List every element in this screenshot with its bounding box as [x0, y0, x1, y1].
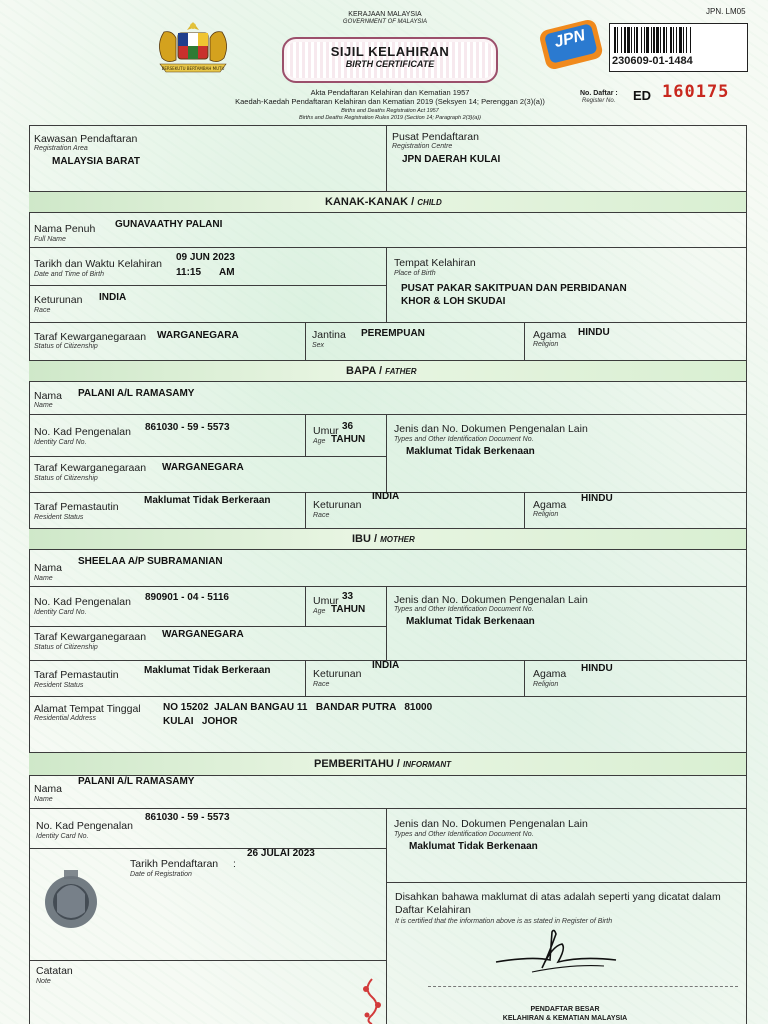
mother-ic-label: No. Kad Pengenalan: [34, 596, 131, 608]
barcode-bar: [627, 27, 630, 53]
barcode-icon: [614, 27, 742, 53]
child-name-sub: Full Name: [34, 236, 66, 243]
registration-centre-label: Pusat Pendaftaran: [392, 131, 479, 143]
father-citizenship-value: WARGANEGARA: [162, 462, 244, 473]
mother-race-sub: Race: [313, 681, 330, 688]
father-name-label: Nama: [34, 390, 63, 402]
child-religion-value: HINDU: [578, 327, 610, 338]
child-dob-label: Tarikh dan Waktu Kelahiran: [34, 258, 163, 270]
child-citizenship-value: WARGANEGARA: [157, 330, 239, 341]
mother-name-value: SHEELAA A/P SUBRAMANIAN: [78, 556, 223, 567]
barcode-bar: [683, 27, 684, 53]
child-pob-label: Tempat Kelahiran: [394, 257, 476, 269]
barcode-bar: [670, 27, 672, 53]
mother-religion-label: Agama: [533, 668, 567, 680]
mother-age-unit: TAHUN: [331, 604, 366, 615]
certification-line-2: Daftar Kelahiran: [395, 904, 471, 916]
mother-resident-sub: Resident Status: [34, 682, 84, 689]
registration-area-value: MALAYSIA BARAT: [52, 156, 140, 167]
child-sex-value: PEREMPUAN: [361, 328, 425, 339]
child-sex-label: Jantina: [312, 329, 346, 341]
father-religion-label: Agama: [533, 499, 567, 511]
registration-stamp-icon: [42, 866, 100, 930]
registrar-signature-icon: [492, 926, 622, 984]
barcode-bar: [666, 27, 667, 53]
father-ic-label: No. Kad Pengenalan: [34, 426, 131, 438]
child-pob-line1: PUSAT PAKAR SAKITPUAN DAN PERBIDANAN: [401, 283, 627, 294]
barcode-bar: [624, 27, 626, 53]
mother-race-label: Keturunan: [313, 668, 362, 680]
mother-age-label: Umur: [313, 595, 339, 607]
father-citizenship-sub: Status of Citizenship: [34, 475, 98, 482]
mother-doc-sub: Types and Other Identification Document No.: [394, 606, 534, 613]
act-line-4: Births and Deaths Registration Rules 2019 (Section 14; Paragraph 2(3)(a)): [299, 115, 481, 121]
father-doc-value: Maklumat Tidak Berkenaan: [406, 446, 535, 457]
act-line-2: Kaedah-Kaedah Pendaftaran Kelahiran dan Kematian 2019 (Seksyen 14; Perenggan 2(3)(a)): [235, 97, 545, 106]
father-resident-value: Maklumat Tidak Berkeraan: [144, 495, 271, 506]
register-number: 160175: [662, 82, 730, 102]
father-age-label: Umur: [313, 425, 339, 437]
barcode-box: [609, 23, 748, 72]
mother-resident-label: Taraf Pemastautin: [34, 669, 119, 681]
child-pob-sub: Place of Birth: [394, 270, 436, 277]
barcode-bar: [614, 27, 616, 53]
mother-name-sub: Name: [34, 575, 53, 582]
informant-doc-value: Maklumat Tidak Berkenaan: [409, 841, 538, 850]
mother-religion-sub: Religion: [533, 681, 559, 688]
father-ic-sub: Identity Card No.: [34, 439, 87, 446]
father-age-value: 36: [342, 421, 354, 432]
mother-address-sub: Residential Address: [34, 715, 96, 722]
government-label-ms: KERAJAAN MALAYSIA: [348, 11, 422, 18]
registration-date-value: 26 JULAI 2023: [247, 848, 315, 859]
child-citizenship-sub: Status of Citizenship: [34, 343, 98, 350]
child-dob-ampm: AM: [219, 267, 235, 278]
barcode-bar: [663, 27, 665, 53]
register-no-label-ms: No. Daftar :: [580, 90, 618, 97]
registration-date-sub: Date of Registration: [130, 871, 192, 878]
father-race-label: Keturunan: [313, 499, 362, 511]
father-age-sub: Age: [313, 438, 326, 445]
mother-citizenship-sub: Status of Citizenship: [34, 644, 98, 651]
mother-address-label: Alamat Tempat Tinggal: [34, 703, 141, 715]
barcode-bar: [653, 27, 655, 53]
registration-date-colon: :: [233, 858, 236, 870]
certification-line-1: Disahkan bahawa maklumat di atas adalah seperti yang dicatat dalam: [395, 891, 721, 903]
barcode-bar: [660, 27, 661, 53]
informant-name-value: PALANI A/L RAMASAMY: [78, 776, 195, 787]
barcode-bar: [636, 27, 638, 53]
barcode-bar: [690, 27, 691, 53]
registration-centre-value: JPN DAERAH KULAI: [402, 154, 501, 165]
mother-address-line1: NO 15202 JALAN BANGAU 11 BANDAR PUTRA 81000: [163, 702, 433, 713]
mother-ic-sub: Identity Card No.: [34, 609, 87, 616]
father-race-value: INDIA: [372, 491, 400, 502]
register-prefix: ED: [633, 88, 652, 103]
mother-name-label: Nama: [34, 562, 63, 574]
informant-ic-label: No. Kad Pengenalan: [36, 820, 133, 832]
barcode-bar: [641, 27, 642, 53]
child-citizenship-label: Taraf Kewarganegaraan: [34, 331, 147, 343]
barcode-bar: [656, 27, 659, 53]
barcode-bar: [644, 27, 645, 53]
child-race-value: INDIA: [99, 292, 127, 303]
barcode-bar: [617, 27, 618, 53]
mother-age-value: 33: [342, 591, 354, 602]
mother-age-sub: Age: [313, 608, 326, 615]
form-code: JPN. LM05: [706, 7, 746, 16]
coat-of-arms-motto: BERSEKUTU BERTAMBAH MUTU: [161, 66, 225, 71]
registration-centre-sub: Registration Centre: [392, 143, 453, 150]
act-line-1: Akta Pendaftaran Kelahiran dan Kematian 1957: [310, 88, 470, 97]
father-resident-label: Taraf Pemastautin: [34, 501, 119, 513]
note-sub: Note: [36, 978, 51, 985]
registration-area-sub: Registration Area: [34, 145, 88, 152]
child-sex-sub: Sex: [312, 342, 325, 349]
mother-doc-value: Maklumat Tidak Berkenaan: [406, 616, 535, 627]
title-ms: SIJIL KELAHIRAN: [330, 44, 450, 59]
jpn-logo-icon: [534, 9, 612, 79]
informant-name-sub: Name: [34, 796, 53, 803]
father-citizenship-label: Taraf Kewarganegaraan: [34, 462, 147, 474]
informant-doc-label: Jenis dan No. Dokumen Pengenalan Lain: [394, 818, 588, 830]
informant-ic-value: 861030 - 59 - 5573: [145, 812, 230, 823]
father-resident-sub: Resident Status: [34, 514, 84, 521]
child-religion-sub: Religion: [533, 341, 559, 348]
father-doc-sub: Types and Other Identification Document No.: [394, 436, 534, 443]
barcode-bar: [634, 27, 635, 53]
floral-ornament-icon: [355, 975, 389, 1024]
child-pob-line2: KHOR & LOH SKUDAI: [401, 296, 506, 307]
father-section-title: BAPA / FATHER: [346, 365, 417, 377]
government-label-en: GOVERNMENT OF MALAYSIA: [342, 19, 428, 25]
child-dob-sub: Date and Time of Birth: [34, 271, 104, 278]
registrar-title-1: PENDAFTAR BESAR: [530, 1006, 600, 1013]
note-label: Catatan: [36, 965, 73, 977]
child-religion-label: Agama: [533, 329, 567, 341]
mother-citizenship-value: WARGANEGARA: [162, 629, 244, 640]
father-age-unit: TAHUN: [331, 434, 366, 445]
informant-doc-sub: Types and Other Identification Document No.: [394, 831, 534, 838]
child-dob-time: 11:15: [176, 267, 202, 278]
mother-resident-value: Maklumat Tidak Berkeraan: [144, 665, 271, 676]
father-name-value: PALANI A/L RAMASAMY: [78, 388, 195, 399]
barcode-number: 230609-01-1484: [612, 55, 693, 67]
certification-line-en: It is certified that the information above is as stated in Register of Birth: [395, 918, 613, 925]
mother-section-title: IBU / MOTHER: [352, 533, 415, 545]
father-religion-value: HINDU: [581, 493, 613, 504]
registrar-title-2: KELAHIRAN & KEMATIAN MALAYSIA: [502, 1015, 628, 1022]
informant-name-label: Nama: [34, 783, 63, 795]
child-race-sub: Race: [34, 307, 51, 314]
informant-section-title: PEMBERITAHU / INFORMANT: [314, 758, 452, 770]
barcode-bar: [676, 27, 677, 53]
informant-ic-sub: Identity Card No.: [36, 833, 89, 840]
register-no-label-en: Register No.: [582, 98, 616, 104]
act-line-3: Births and Deaths Registration Act 1957: [341, 108, 439, 114]
father-doc-label: Jenis dan No. Dokumen Pengenalan Lain: [394, 423, 588, 435]
child-name-label: Nama Penuh: [34, 223, 96, 235]
barcode-bar: [631, 27, 632, 53]
child-name-value: GUNAVAATHY PALANI: [115, 219, 223, 230]
father-race-sub: Race: [313, 512, 330, 519]
barcode-bar: [646, 27, 649, 53]
father-name-sub: Name: [34, 402, 53, 409]
jpn-logo-text: JPN: [552, 27, 587, 52]
child-race-label: Keturunan: [34, 294, 83, 306]
father-religion-sub: Religion: [533, 511, 559, 518]
title-en: BIRTH CERTIFICATE: [345, 59, 435, 69]
certificate-title-banner: [282, 37, 498, 83]
malaysia-coat-of-arms-icon: [150, 18, 236, 80]
barcode-bar: [686, 27, 687, 53]
mother-race-value: INDIA: [372, 660, 400, 671]
registration-date-label: Tarikh Pendaftaran: [130, 858, 219, 870]
child-dob-date: 09 JUN 2023: [176, 252, 235, 263]
mother-religion-value: HINDU: [581, 663, 613, 674]
mother-ic-value: 890901 - 04 - 5116: [145, 592, 229, 603]
barcode-bar: [651, 27, 652, 53]
child-section-title: KANAK-KANAK / CHILD: [325, 196, 442, 208]
registration-area-label: Kawasan Pendaftaran: [34, 133, 138, 145]
barcode-bar: [679, 27, 682, 53]
mother-doc-label: Jenis dan No. Dokumen Pengenalan Lain: [394, 594, 588, 606]
mother-citizenship-label: Taraf Kewarganegaraan: [34, 631, 147, 643]
mother-address-line2: KULAI JOHOR: [163, 716, 238, 727]
barcode-bar: [621, 27, 622, 53]
father-ic-value: 861030 - 59 - 5573: [145, 422, 230, 433]
barcode-bar: [673, 27, 674, 53]
